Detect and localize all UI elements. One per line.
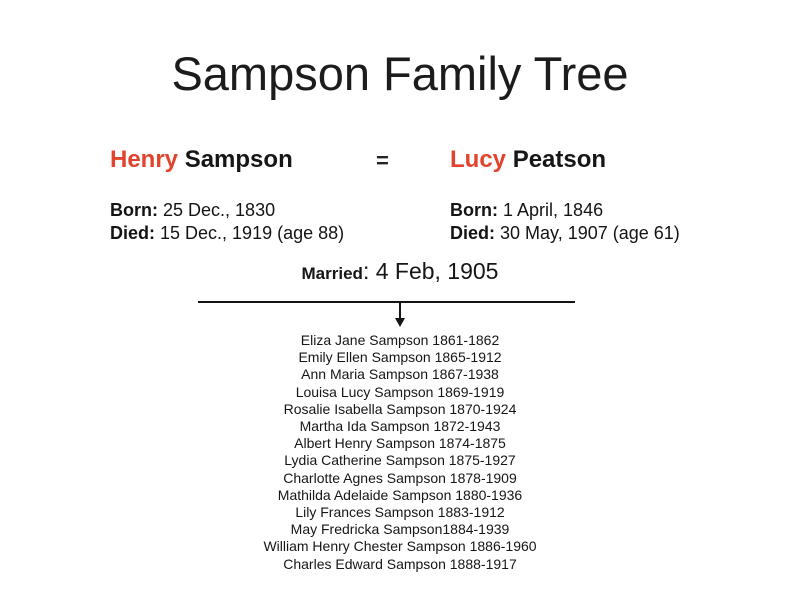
husband-born-row: [110, 199, 344, 222]
children-list: [0, 332, 800, 573]
child-item: Martha Ida Sampson 1872-1943: [299, 418, 501, 435]
child-item: Emily Ellen Sampson 1865-1912: [298, 349, 502, 366]
wife-last-name: Peatson: [512, 146, 607, 173]
marriage-date: : 4 Feb, 1905: [362, 258, 499, 284]
wife-details: [450, 199, 680, 245]
husband-born-value: 25 Dec., 1830: [163, 200, 276, 220]
husband-first-name: Henry: [110, 146, 179, 173]
page-title: Sampson Family Tree: [171, 47, 629, 100]
child-item: May Fredricka Sampson1884-1939: [290, 521, 510, 538]
child-item: Eliza Jane Sampson 1861-1862: [300, 332, 500, 348]
marriage-caption: [0, 258, 800, 285]
wife-born-row: [450, 199, 680, 222]
husband-last-name: Sampson: [184, 146, 293, 173]
wife-died-value: 30 May, 1907 (age 61): [500, 223, 680, 243]
child-item: Lydia Catherine Sampson 1875-1927: [284, 452, 516, 469]
child-item: Lily Frances Sampson 1883-1912: [295, 504, 505, 521]
child-item: Mathilda Adelaide Sampson 1880-1936: [277, 486, 523, 503]
husband-died-row: [110, 222, 344, 245]
child-item: Ann Maria Sampson 1867-1938: [301, 366, 499, 383]
child-item: Albert Henry Sampson 1874-1875: [294, 435, 506, 452]
child-item: Louisa Lucy Sampson 1869-1919: [295, 383, 505, 400]
husband-born-label: Born:: [110, 200, 158, 220]
husband-died-label: Died:: [110, 223, 155, 243]
husband-details: [110, 199, 344, 245]
husband-name: [110, 145, 293, 174]
wife-died-label: Died:: [450, 223, 495, 243]
equals-sign: =: [376, 148, 389, 173]
descent-line: [198, 301, 575, 303]
wife-first-name: Lucy: [450, 146, 507, 173]
marriage-label: Married: [301, 264, 363, 283]
child-item: William Henry Chester Sampson 1886-1960: [263, 538, 537, 555]
child-item: Rosalie Isabella Sampson 1870-1924: [283, 400, 517, 417]
wife-born-label: Born:: [450, 200, 498, 220]
child-item: Charlotte Agnes Sampson 1878-1909: [283, 469, 517, 486]
wife-died-row: [450, 222, 680, 245]
wife-name: [450, 145, 606, 174]
down-arrow-head: [395, 318, 405, 327]
wife-born-value: 1 April, 1846: [503, 200, 604, 220]
child-item: Charles Edward Sampson 1888-1917: [283, 555, 517, 572]
husband-died-value: 15 Dec., 1919 (age 88): [160, 223, 345, 243]
